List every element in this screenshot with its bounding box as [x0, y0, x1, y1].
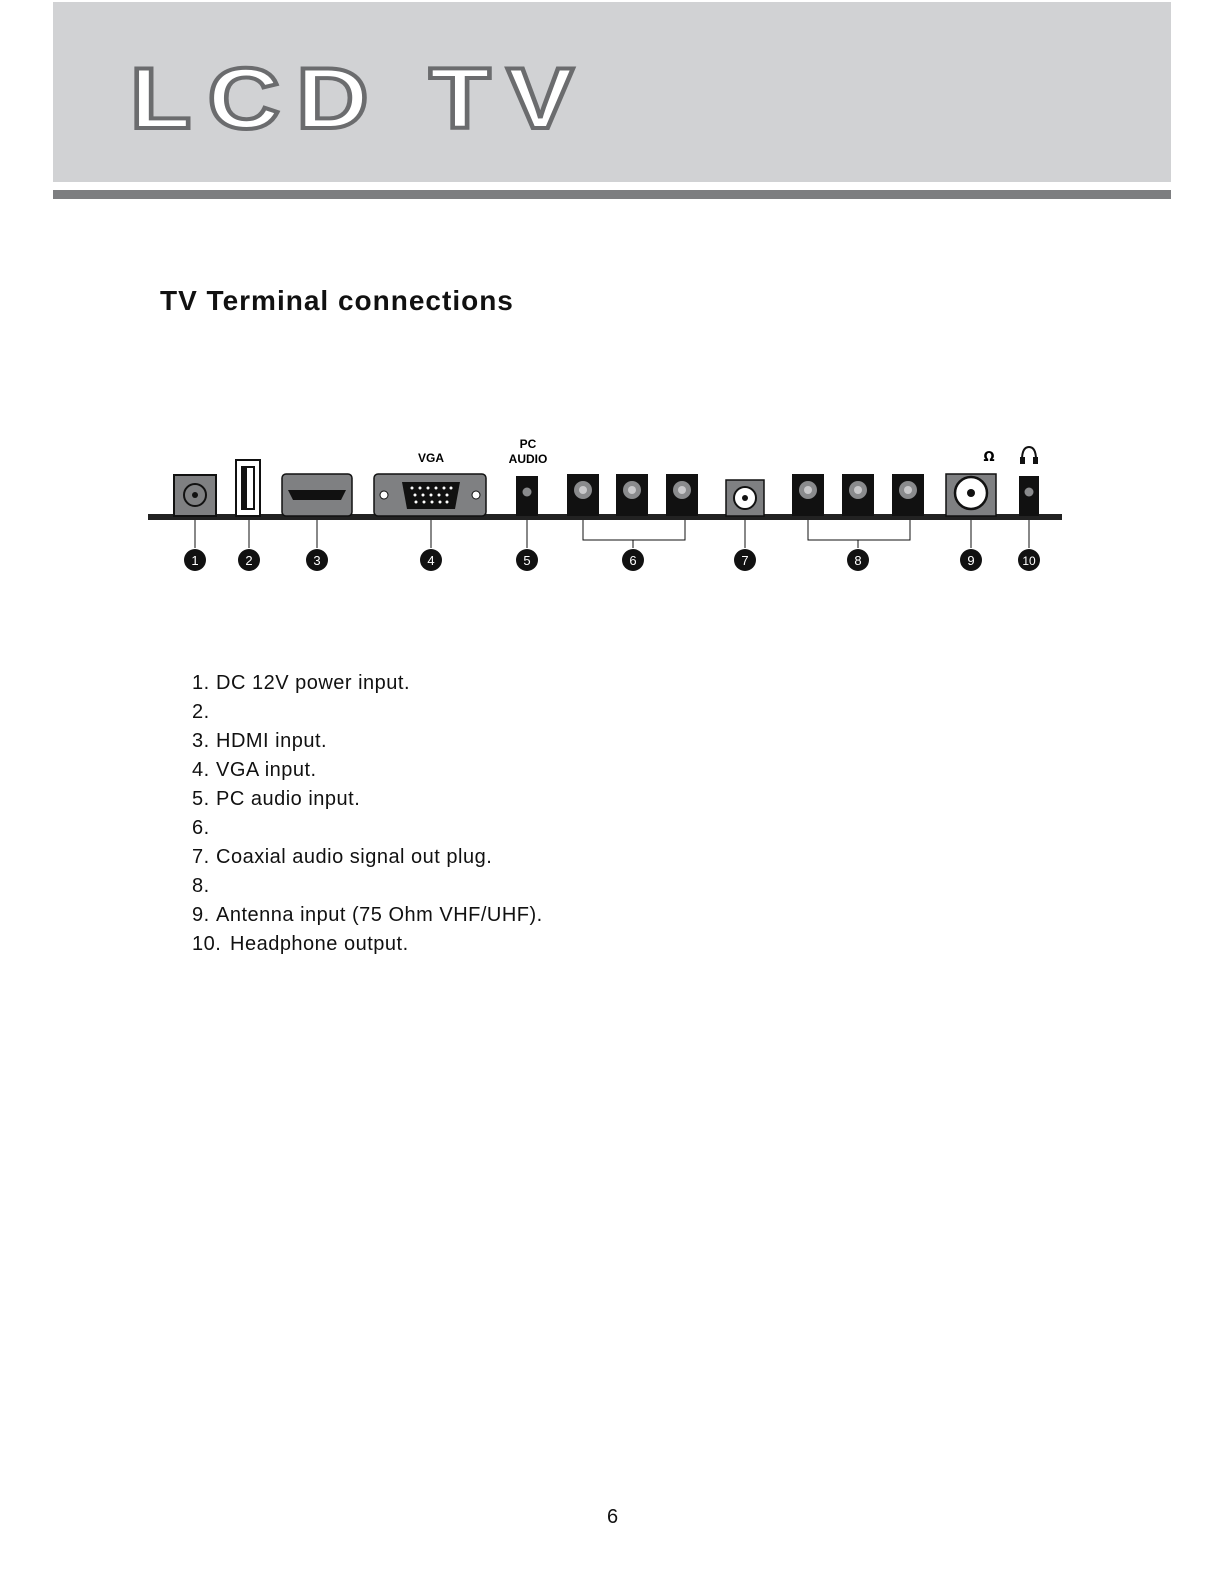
connection-descriptions [192, 672, 543, 962]
badge-2 [238, 549, 260, 571]
badge-9 [960, 549, 982, 571]
list-item [192, 904, 543, 933]
list-item [192, 933, 543, 962]
svg-text:2: 2 [245, 553, 253, 568]
item-text: Coaxial audio signal out plug. [216, 846, 493, 868]
vga-label: VGA [417, 451, 445, 465]
svg-text:4: 4 [427, 553, 435, 568]
badge-7 [734, 549, 756, 571]
svg-text:7: 7 [741, 553, 749, 568]
list-item [192, 788, 543, 817]
list-item [192, 875, 543, 904]
svg-text:5: 5 [523, 553, 531, 568]
item-number: 5. [192, 788, 210, 810]
item-number: 2. [192, 701, 210, 723]
item-text: VGA input. [216, 759, 317, 781]
vga-port-icon [374, 451, 486, 548]
item-number: 8. [192, 875, 210, 897]
list-item [192, 672, 543, 701]
svg-text:8: 8 [854, 553, 862, 568]
headphone-icon [1019, 447, 1039, 548]
usb-port-icon [236, 460, 260, 548]
svg-text:1: 1 [191, 553, 199, 568]
item-text: HDMI input. [216, 730, 328, 752]
svg-text:10: 10 [1022, 554, 1036, 568]
audio-jack-icon [509, 437, 548, 548]
item-number: 1. [192, 672, 210, 694]
rca-group-icon [567, 474, 698, 548]
list-item [192, 701, 543, 730]
badge-6 [622, 549, 644, 571]
item-number: 9. [192, 904, 210, 926]
list-item [192, 759, 543, 788]
terminal-diagram [140, 430, 1080, 590]
item-text: Antenna input (75 Ohm VHF/UHF). [216, 904, 543, 926]
list-item [192, 846, 543, 875]
item-number: 7. [192, 846, 210, 868]
badge-4 [420, 549, 442, 571]
list-item [192, 817, 543, 846]
dc-power-jack-icon [174, 475, 216, 548]
pc-label: PC [519, 437, 537, 451]
item-text: DC 12V power input. [216, 672, 411, 694]
brand-logo [130, 58, 600, 138]
coaxial-jack-icon [726, 480, 764, 548]
svg-text:6: 6 [629, 553, 637, 568]
list-item [192, 730, 543, 759]
item-text: PC audio input. [216, 788, 361, 810]
svg-text:9: 9 [967, 553, 975, 568]
hdmi-port-icon [282, 474, 352, 548]
item-number: 6. [192, 817, 210, 839]
badge-10 [1018, 549, 1040, 571]
item-number: 3. [192, 730, 210, 752]
header-rule [53, 190, 1171, 199]
section-title: TV Terminal connections [160, 285, 514, 316]
antenna-jack-icon [946, 450, 996, 548]
page-number: 6 [606, 1506, 619, 1528]
badge-5 [516, 549, 538, 571]
brand-text: LCD TV [130, 58, 590, 138]
badge-3 [306, 549, 328, 571]
item-number: 10. [192, 933, 222, 955]
badge-8 [847, 549, 869, 571]
svg-text:3: 3 [313, 553, 321, 568]
item-number: 4. [192, 759, 210, 781]
audio-label: AUDIO [508, 452, 548, 466]
rca-group-icon [792, 474, 924, 548]
item-text: Headphone output. [230, 933, 409, 955]
ohm-label: Ω [983, 450, 995, 465]
badge-1 [184, 549, 206, 571]
